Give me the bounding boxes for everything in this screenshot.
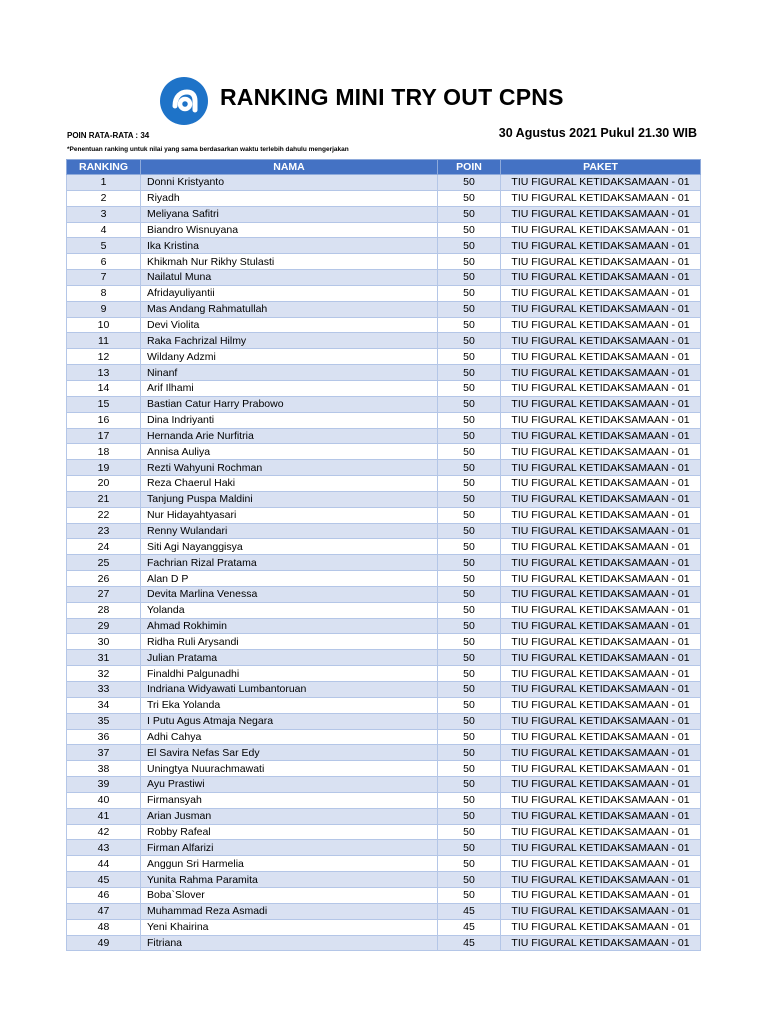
- table-row: [67, 634, 701, 650]
- poin-cell: 50: [438, 555, 501, 571]
- poin-cell: 50: [438, 824, 501, 840]
- paket-cell: TIU FIGURAL KETIDAKSAMAAN - 01: [501, 365, 701, 381]
- name-cell: Dina Indriyanti: [141, 412, 438, 428]
- paket-cell: TIU FIGURAL KETIDAKSAMAAN - 01: [501, 650, 701, 666]
- table-row: [67, 808, 701, 824]
- table-row: [67, 428, 701, 444]
- rank-cell: 6: [67, 254, 141, 270]
- paket-cell: TIU FIGURAL KETIDAKSAMAAN - 01: [501, 887, 701, 903]
- paket-cell: TIU FIGURAL KETIDAKSAMAAN - 01: [501, 238, 701, 254]
- name-cell: Ridha Ruli Arysandi: [141, 634, 438, 650]
- paket-cell: TIU FIGURAL KETIDAKSAMAAN - 01: [501, 190, 701, 206]
- name-cell: Robby Rafeal: [141, 824, 438, 840]
- poin-cell: 50: [438, 523, 501, 539]
- poin-cell: 50: [438, 840, 501, 856]
- poin-cell: 50: [438, 476, 501, 492]
- poin-cell: 50: [438, 539, 501, 555]
- name-cell: Nur Hidayahtyasari: [141, 507, 438, 523]
- paket-cell: TIU FIGURAL KETIDAKSAMAAN - 01: [501, 555, 701, 571]
- paket-cell: TIU FIGURAL KETIDAKSAMAAN - 01: [501, 602, 701, 618]
- table-row: [67, 824, 701, 840]
- name-cell: Tri Eka Yolanda: [141, 697, 438, 713]
- paket-cell: TIU FIGURAL KETIDAKSAMAAN - 01: [501, 808, 701, 824]
- rank-cell: 26: [67, 571, 141, 587]
- name-cell: Mas Andang Rahmatullah: [141, 301, 438, 317]
- table-row: [67, 285, 701, 301]
- name-cell: Hernanda Arie Nurfitria: [141, 428, 438, 444]
- paket-cell: TIU FIGURAL KETIDAKSAMAAN - 01: [501, 428, 701, 444]
- rank-cell: 28: [67, 602, 141, 618]
- poin-cell: 50: [438, 697, 501, 713]
- rank-cell: 31: [67, 650, 141, 666]
- average-points: POIN RATA-RATA : 34: [67, 131, 150, 140]
- rank-cell: 14: [67, 380, 141, 396]
- rank-cell: 2: [67, 190, 141, 206]
- name-cell: Alan D P: [141, 571, 438, 587]
- name-cell: Ayu Prastiwi: [141, 777, 438, 793]
- name-cell: Muhammad Reza Asmadi: [141, 903, 438, 919]
- table-row: [67, 571, 701, 587]
- rank-cell: 47: [67, 903, 141, 919]
- table-row: [67, 792, 701, 808]
- rank-cell: 1: [67, 175, 141, 191]
- name-cell: Renny Wulandari: [141, 523, 438, 539]
- poin-cell: 50: [438, 872, 501, 888]
- name-cell: Reza Chaerul Haki: [141, 476, 438, 492]
- paket-cell: TIU FIGURAL KETIDAKSAMAAN - 01: [501, 729, 701, 745]
- rank-cell: 5: [67, 238, 141, 254]
- name-cell: Devi Violita: [141, 317, 438, 333]
- paket-cell: TIU FIGURAL KETIDAKSAMAAN - 01: [501, 444, 701, 460]
- table-row: [67, 301, 701, 317]
- poin-cell: 50: [438, 238, 501, 254]
- paket-cell: TIU FIGURAL KETIDAKSAMAAN - 01: [501, 270, 701, 286]
- rank-cell: 4: [67, 222, 141, 238]
- name-cell: Indriana Widyawati Lumbantoruan: [141, 682, 438, 698]
- table-row: [67, 460, 701, 476]
- paket-cell: TIU FIGURAL KETIDAKSAMAAN - 01: [501, 523, 701, 539]
- rank-cell: 42: [67, 824, 141, 840]
- paket-cell: TIU FIGURAL KETIDAKSAMAAN - 01: [501, 682, 701, 698]
- table-row: [67, 745, 701, 761]
- table-row: [67, 935, 701, 951]
- paket-cell: TIU FIGURAL KETIDAKSAMAAN - 01: [501, 777, 701, 793]
- paket-cell: TIU FIGURAL KETIDAKSAMAAN - 01: [501, 666, 701, 682]
- table-row: [67, 840, 701, 856]
- name-cell: Meliyana Safitri: [141, 206, 438, 222]
- name-cell: Ninanf: [141, 365, 438, 381]
- table-row: [67, 713, 701, 729]
- poin-cell: 50: [438, 618, 501, 634]
- ranking-note: *Penentuan ranking untuk nilai yang sama berdasarkan waktu terlebih dahulu mengerjakan: [67, 146, 349, 153]
- rank-cell: 27: [67, 586, 141, 602]
- rank-cell: 10: [67, 317, 141, 333]
- paket-cell: TIU FIGURAL KETIDAKSAMAAN - 01: [501, 935, 701, 951]
- name-cell: Yolanda: [141, 602, 438, 618]
- name-cell: Khikmah Nur Rikhy Stulasti: [141, 254, 438, 270]
- poin-cell: 50: [438, 444, 501, 460]
- paket-cell: TIU FIGURAL KETIDAKSAMAAN - 01: [501, 476, 701, 492]
- table-row: [67, 729, 701, 745]
- poin-cell: 50: [438, 428, 501, 444]
- poin-cell: 50: [438, 745, 501, 761]
- name-cell: El Savira Nefas Sar Edy: [141, 745, 438, 761]
- poin-cell: 50: [438, 380, 501, 396]
- paket-cell: TIU FIGURAL KETIDAKSAMAAN - 01: [501, 491, 701, 507]
- name-cell: Riyadh: [141, 190, 438, 206]
- rank-cell: 3: [67, 206, 141, 222]
- table-row: [67, 761, 701, 777]
- name-cell: Boba`Slover: [141, 887, 438, 903]
- poin-cell: 50: [438, 507, 501, 523]
- paket-cell: TIU FIGURAL KETIDAKSAMAAN - 01: [501, 919, 701, 935]
- table-row: [67, 903, 701, 919]
- poin-cell: 50: [438, 887, 501, 903]
- poin-cell: 50: [438, 365, 501, 381]
- rank-cell: 23: [67, 523, 141, 539]
- rank-cell: 39: [67, 777, 141, 793]
- rank-cell: 32: [67, 666, 141, 682]
- table-row: [67, 238, 701, 254]
- paket-cell: TIU FIGURAL KETIDAKSAMAAN - 01: [501, 618, 701, 634]
- paket-cell: TIU FIGURAL KETIDAKSAMAAN - 01: [501, 824, 701, 840]
- poin-cell: 50: [438, 396, 501, 412]
- paket-cell: TIU FIGURAL KETIDAKSAMAAN - 01: [501, 856, 701, 872]
- rank-cell: 34: [67, 697, 141, 713]
- ranking-table: [66, 159, 701, 951]
- rank-cell: 43: [67, 840, 141, 856]
- poin-cell: 50: [438, 301, 501, 317]
- name-cell: Fitriana: [141, 935, 438, 951]
- paket-cell: TIU FIGURAL KETIDAKSAMAAN - 01: [501, 745, 701, 761]
- table-row: [67, 856, 701, 872]
- poin-cell: 50: [438, 729, 501, 745]
- table-row: [67, 697, 701, 713]
- poin-cell: 50: [438, 602, 501, 618]
- rank-cell: 38: [67, 761, 141, 777]
- rank-cell: 19: [67, 460, 141, 476]
- poin-cell: 50: [438, 222, 501, 238]
- table-row: [67, 491, 701, 507]
- name-cell: Bastian Catur Harry Prabowo: [141, 396, 438, 412]
- table-row: [67, 222, 701, 238]
- poin-cell: 50: [438, 571, 501, 587]
- poin-cell: 50: [438, 792, 501, 808]
- name-cell: Afridayuliyantii: [141, 285, 438, 301]
- poin-cell: 50: [438, 777, 501, 793]
- table-row: [67, 317, 701, 333]
- rank-cell: 49: [67, 935, 141, 951]
- table-row: [67, 254, 701, 270]
- rank-cell: 17: [67, 428, 141, 444]
- paket-cell: TIU FIGURAL KETIDAKSAMAAN - 01: [501, 206, 701, 222]
- name-cell: Fachrian Rizal Pratama: [141, 555, 438, 571]
- table-row: [67, 523, 701, 539]
- name-cell: Donni Kristyanto: [141, 175, 438, 191]
- name-cell: Annisa Auliya: [141, 444, 438, 460]
- poin-cell: 50: [438, 808, 501, 824]
- poin-cell: 50: [438, 491, 501, 507]
- rank-cell: 44: [67, 856, 141, 872]
- table-row: [67, 190, 701, 206]
- table-row: [67, 555, 701, 571]
- column-header-ranking: RANKING: [67, 160, 141, 175]
- paket-cell: TIU FIGURAL KETIDAKSAMAAN - 01: [501, 460, 701, 476]
- rank-cell: 16: [67, 412, 141, 428]
- table-row: [67, 602, 701, 618]
- name-cell: Arif Ilhami: [141, 380, 438, 396]
- table-row: [67, 444, 701, 460]
- poin-cell: 50: [438, 254, 501, 270]
- poin-cell: 50: [438, 317, 501, 333]
- name-cell: Arian Jusman: [141, 808, 438, 824]
- poin-cell: 50: [438, 634, 501, 650]
- poin-cell: 50: [438, 285, 501, 301]
- rank-cell: 9: [67, 301, 141, 317]
- table-row: [67, 175, 701, 191]
- name-cell: Firman Alfarizi: [141, 840, 438, 856]
- table-row: [67, 539, 701, 555]
- rank-cell: 29: [67, 618, 141, 634]
- paket-cell: TIU FIGURAL KETIDAKSAMAAN - 01: [501, 380, 701, 396]
- paket-cell: TIU FIGURAL KETIDAKSAMAAN - 01: [501, 840, 701, 856]
- table-row: [67, 887, 701, 903]
- logo: [160, 77, 208, 125]
- table-row: [67, 777, 701, 793]
- name-cell: Wildany Adzmi: [141, 349, 438, 365]
- table-row: [67, 872, 701, 888]
- paket-cell: TIU FIGURAL KETIDAKSAMAAN - 01: [501, 175, 701, 191]
- poin-cell: 50: [438, 713, 501, 729]
- poin-cell: 50: [438, 460, 501, 476]
- rank-cell: 22: [67, 507, 141, 523]
- poin-cell: 50: [438, 175, 501, 191]
- name-cell: Ika Kristina: [141, 238, 438, 254]
- poin-cell: 50: [438, 349, 501, 365]
- table-row: [67, 333, 701, 349]
- table-row: [67, 919, 701, 935]
- name-cell: Biandro Wisnuyana: [141, 222, 438, 238]
- table-row: [67, 380, 701, 396]
- table-row: [67, 650, 701, 666]
- paket-cell: TIU FIGURAL KETIDAKSAMAAN - 01: [501, 539, 701, 555]
- name-cell: Adhi Cahya: [141, 729, 438, 745]
- rank-cell: 46: [67, 887, 141, 903]
- paket-cell: TIU FIGURAL KETIDAKSAMAAN - 01: [501, 349, 701, 365]
- table-row: [67, 349, 701, 365]
- rank-cell: 8: [67, 285, 141, 301]
- name-cell: Devita Marlina Venessa: [141, 586, 438, 602]
- table-row: [67, 206, 701, 222]
- table-row: [67, 365, 701, 381]
- column-header-paket: PAKET: [501, 160, 701, 175]
- paket-cell: TIU FIGURAL KETIDAKSAMAAN - 01: [501, 571, 701, 587]
- paket-cell: TIU FIGURAL KETIDAKSAMAAN - 01: [501, 285, 701, 301]
- rank-cell: 25: [67, 555, 141, 571]
- paket-cell: TIU FIGURAL KETIDAKSAMAAN - 01: [501, 761, 701, 777]
- rank-cell: 36: [67, 729, 141, 745]
- paket-cell: TIU FIGURAL KETIDAKSAMAAN - 01: [501, 634, 701, 650]
- table-row: [67, 666, 701, 682]
- paket-cell: TIU FIGURAL KETIDAKSAMAAN - 01: [501, 792, 701, 808]
- table-row: [67, 396, 701, 412]
- rank-cell: 24: [67, 539, 141, 555]
- rank-cell: 15: [67, 396, 141, 412]
- paket-cell: TIU FIGURAL KETIDAKSAMAAN - 01: [501, 713, 701, 729]
- column-header-nama: NAMA: [141, 160, 438, 175]
- poin-cell: 50: [438, 333, 501, 349]
- paket-cell: TIU FIGURAL KETIDAKSAMAAN - 01: [501, 222, 701, 238]
- paket-cell: TIU FIGURAL KETIDAKSAMAAN - 01: [501, 396, 701, 412]
- paket-cell: TIU FIGURAL KETIDAKSAMAAN - 01: [501, 872, 701, 888]
- paket-cell: TIU FIGURAL KETIDAKSAMAAN - 01: [501, 586, 701, 602]
- page-title: RANKING MINI TRY OUT CPNS: [220, 84, 564, 110]
- rank-cell: 48: [67, 919, 141, 935]
- name-cell: Uningtya Nuurachmawati: [141, 761, 438, 777]
- rank-cell: 37: [67, 745, 141, 761]
- name-cell: Tanjung Puspa Maldini: [141, 491, 438, 507]
- paket-cell: TIU FIGURAL KETIDAKSAMAAN - 01: [501, 254, 701, 270]
- rank-cell: 11: [67, 333, 141, 349]
- table-row: [67, 270, 701, 286]
- poin-cell: 45: [438, 919, 501, 935]
- name-cell: Yeni Khairina: [141, 919, 438, 935]
- paket-cell: TIU FIGURAL KETIDAKSAMAAN - 01: [501, 697, 701, 713]
- name-cell: Anggun Sri Harmelia: [141, 856, 438, 872]
- rank-cell: 18: [67, 444, 141, 460]
- paket-cell: TIU FIGURAL KETIDAKSAMAAN - 01: [501, 903, 701, 919]
- rank-cell: 12: [67, 349, 141, 365]
- poin-cell: 50: [438, 270, 501, 286]
- rank-cell: 45: [67, 872, 141, 888]
- table-row: [67, 618, 701, 634]
- name-cell: Firmansyah: [141, 792, 438, 808]
- name-cell: Yunita Rahma Paramita: [141, 872, 438, 888]
- rank-cell: 35: [67, 713, 141, 729]
- circle-a-logo-icon: [160, 77, 208, 125]
- poin-cell: 50: [438, 650, 501, 666]
- paket-cell: TIU FIGURAL KETIDAKSAMAAN - 01: [501, 317, 701, 333]
- poin-cell: 50: [438, 586, 501, 602]
- rank-cell: 30: [67, 634, 141, 650]
- rank-cell: 7: [67, 270, 141, 286]
- name-cell: Siti Agi Nayanggisya: [141, 539, 438, 555]
- poin-cell: 45: [438, 935, 501, 951]
- paket-cell: TIU FIGURAL KETIDAKSAMAAN - 01: [501, 333, 701, 349]
- poin-cell: 50: [438, 412, 501, 428]
- rank-cell: 40: [67, 792, 141, 808]
- date-time: 30 Agustus 2021 Pukul 21.30 WIB: [498, 126, 697, 140]
- poin-cell: 50: [438, 666, 501, 682]
- name-cell: Rezti Wahyuni Rochman: [141, 460, 438, 476]
- rank-cell: 21: [67, 491, 141, 507]
- rank-cell: 41: [67, 808, 141, 824]
- table-header-row: [67, 160, 701, 175]
- table-row: [67, 507, 701, 523]
- poin-cell: 45: [438, 903, 501, 919]
- poin-cell: 50: [438, 190, 501, 206]
- paket-cell: TIU FIGURAL KETIDAKSAMAAN - 01: [501, 301, 701, 317]
- table-row: [67, 586, 701, 602]
- poin-cell: 50: [438, 761, 501, 777]
- table-row: [67, 412, 701, 428]
- paket-cell: TIU FIGURAL KETIDAKSAMAAN - 01: [501, 412, 701, 428]
- table-row: [67, 476, 701, 492]
- name-cell: Finaldhi Palgunadhi: [141, 666, 438, 682]
- paket-cell: TIU FIGURAL KETIDAKSAMAAN - 01: [501, 507, 701, 523]
- name-cell: I Putu Agus Atmaja Negara: [141, 713, 438, 729]
- rank-cell: 33: [67, 682, 141, 698]
- rank-cell: 20: [67, 476, 141, 492]
- table-row: [67, 682, 701, 698]
- name-cell: Nailatul Muna: [141, 270, 438, 286]
- poin-cell: 50: [438, 206, 501, 222]
- poin-cell: 50: [438, 856, 501, 872]
- rank-cell: 13: [67, 365, 141, 381]
- name-cell: Ahmad Rokhimin: [141, 618, 438, 634]
- name-cell: Raka Fachrizal Hilmy: [141, 333, 438, 349]
- poin-cell: 50: [438, 682, 501, 698]
- column-header-poin: POIN: [438, 160, 501, 175]
- name-cell: Julian Pratama: [141, 650, 438, 666]
